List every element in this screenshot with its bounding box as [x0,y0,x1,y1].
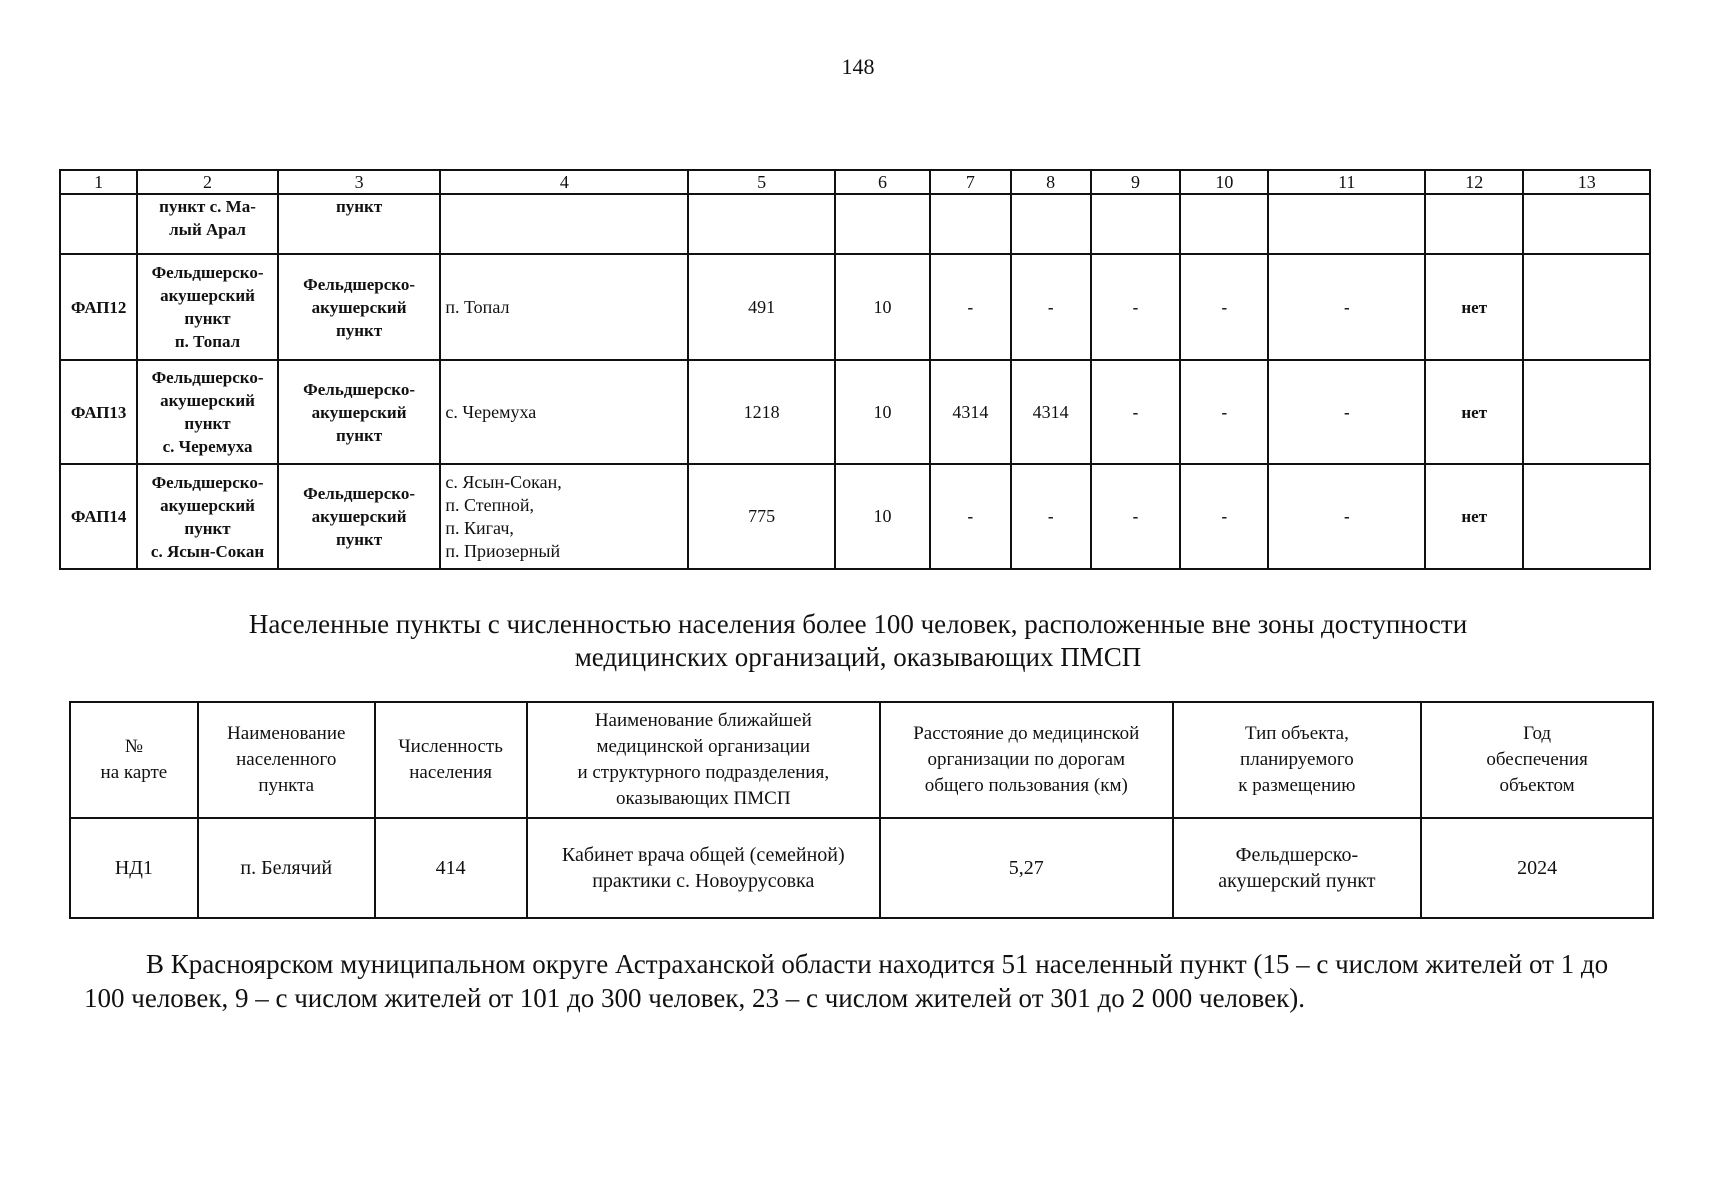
cell-population: 1218 [688,360,835,464]
facilities-table [59,169,1651,570]
cell [835,194,930,254]
cell: - [1180,360,1268,464]
table-row [60,254,1650,360]
cell: - [1091,360,1180,464]
cell-type: пункт [278,194,441,254]
cell-name: Фельдшерско- акушерский пункт с. Черемуха [137,360,278,464]
cell: - [1091,464,1180,569]
cell-settlement-name: п. Белячий [198,818,375,918]
cell [1523,464,1650,569]
column-number: 13 [1523,170,1650,194]
cell: - [1180,464,1268,569]
column-number: 6 [835,170,930,194]
cell: 10 [835,360,930,464]
cell-population [688,194,835,254]
cell: - [1268,254,1425,360]
cell: - [1268,464,1425,569]
cell-settlements [440,194,688,254]
cell [1523,194,1650,254]
cell-name: Фельдшерско- акушерский пункт п. Топал [137,254,278,360]
cell-name: пункт с. Ма- лый Арал [137,194,278,254]
table-row [60,194,1650,254]
column-number: 2 [137,170,278,194]
table-header-row [70,702,1653,818]
column-number: 11 [1268,170,1425,194]
cell-id: ФАП13 [60,360,137,464]
cell-distance: 5,27 [880,818,1173,918]
cell-id: ФАП12 [60,254,137,360]
cell-name: Фельдшерско- акушерский пункт с. Ясын-Сокан [137,464,278,569]
cell-settlements: с. Ясын-Сокан, п. Степной, п. Кигач, п. Приозерный [440,464,688,569]
cell: 4314 [1011,360,1091,464]
cell: - [930,254,1010,360]
cell-year: 2024 [1421,818,1653,918]
header-population: Численность населения [375,702,527,818]
cell-nearest-organization: Кабинет врача общей (семейной) практики с. Новоурусовка [527,818,880,918]
cell: 10 [835,464,930,569]
table-row [60,464,1650,569]
cell: - [1011,464,1091,569]
cell-type: Фельдшерско- акушерский пункт [278,360,441,464]
header-settlement-name: Наименование населенного пункта [198,702,375,818]
cell: - [1180,254,1268,360]
cell-settlements: п. Топал [440,254,688,360]
column-number: 4 [440,170,688,194]
column-number: 8 [1011,170,1091,194]
cell: нет [1425,360,1523,464]
cell-id [60,194,137,254]
cell [1425,194,1523,254]
cell: 10 [835,254,930,360]
column-number: 7 [930,170,1010,194]
cell [1180,194,1268,254]
table-row [60,360,1650,464]
cell [1523,360,1650,464]
cell-type: Фельдшерско- акушерский пункт [278,254,441,360]
header-nearest-organization: Наименование ближайшей медицинской организации и структурного подразделения, оказывающих ПМСП [527,702,880,818]
cell-object-type: Фельдшерско- акушерский пункт [1173,818,1422,918]
cell: нет [1425,464,1523,569]
page-number: 148 [841,54,875,79]
column-number: 9 [1091,170,1180,194]
cell-population: 491 [688,254,835,360]
cell: нет [1425,254,1523,360]
header-distance: Расстояние до медицинской организации по дорогам общего пользования (км) [880,702,1173,818]
column-number: 5 [688,170,835,194]
cell-population: 775 [688,464,835,569]
column-number: 1 [60,170,137,194]
table-row [70,818,1653,918]
cell [930,194,1010,254]
cell: 4314 [930,360,1010,464]
column-number: 3 [278,170,441,194]
cell-population: 414 [375,818,527,918]
section-title: Населенные пункты с численностью населения более 100 человек, расположенные вне зоны доступности медицинских организаций, оказывающих ПМСП [248,609,1468,672]
cell: - [1268,360,1425,464]
cell-type: Фельдшерско- акушерский пункт [278,464,441,569]
column-number: 10 [1180,170,1268,194]
cell-id: ФАП14 [60,464,137,569]
header-object-type: Тип объекта, планируемого к размещению [1173,702,1422,818]
header-map-number: № на карте [70,702,198,818]
cell [1268,194,1425,254]
cell: - [930,464,1010,569]
cell-settlements: с. Черемуха [440,360,688,464]
cell [1091,194,1180,254]
header-year: Год обеспечения объектом [1421,702,1653,818]
cell-map-number: НД1 [70,818,198,918]
column-number: 12 [1425,170,1523,194]
cell: - [1011,254,1091,360]
cell [1011,194,1091,254]
table-header-row [60,170,1650,194]
cell: - [1091,254,1180,360]
cell [1523,254,1650,360]
body-paragraph: В Красноярском муниципальном округе Астраханской области находится 51 населенный пункт (15 – с числом жителей от 1 до 100 человек, 9 – с числом жителей от 101 до 300 человек, 23 – с числом жителей от 301 до 2 000 человек). [84,949,1609,1013]
settlements-table [69,701,1654,919]
